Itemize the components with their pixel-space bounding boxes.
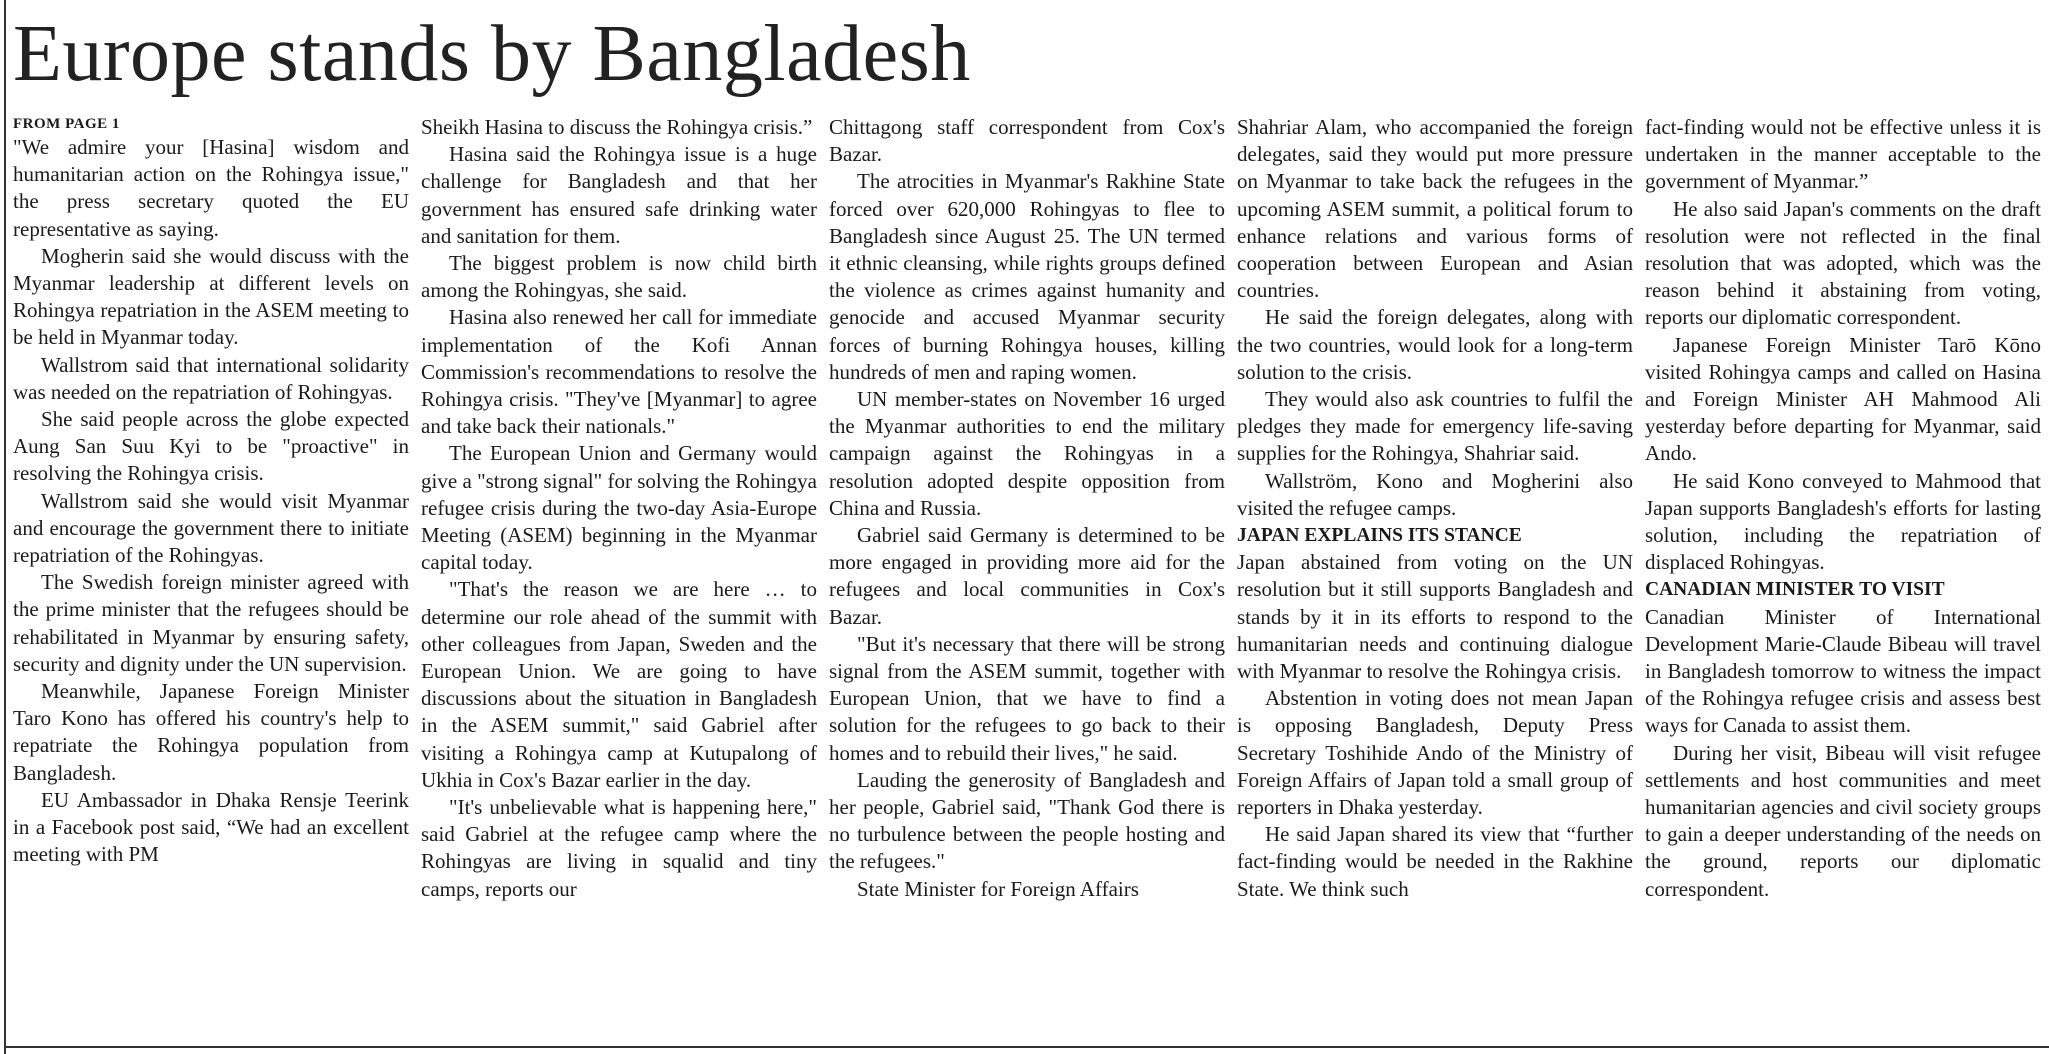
column-5	[1645, 114, 2041, 1044]
article-paragraph: fact-finding would not be effective unless it is undertaken in the manner acceptable to the government of Myanmar.”	[1645, 115, 2041, 194]
article-paragraph: He said Japan shared its view that “further fact-finding would be needed in the Rakhine State. We think such	[1237, 822, 1633, 901]
section-subhead: CANADIAN MINISTER TO VISIT	[1645, 579, 1945, 601]
article-paragraph: The Swedish foreign minister agreed with the prime minister that the refugees should be rehabilitated in Myanmar by ensuring safety, security and dignity under the UN supervision.	[13, 570, 409, 676]
article-paragraph: "It's unbelievable what is happening here," said Gabriel at the refugee camp where the Rohingyas are living in squalid and tiny camps, reports our	[421, 795, 817, 901]
article-paragraph: The European Union and Germany would give a "strong signal" for solving the Rohingya refugee crisis during the two-day Asia-Europe Meeting (ASEM) beginning in the Myanmar capital today.	[421, 441, 817, 575]
kicker-from-page-1: FROM PAGE 1	[13, 116, 120, 132]
column-1	[13, 114, 409, 1044]
article-paragraph: Mogherin said she would discuss with the Myanmar leadership at different levels on Rohingya repatriation in the ASEM meeting to be held in Myanmar today.	[13, 243, 409, 350]
article-paragraph: He also said Japan's comments on the draft resolution were not reflected in the final resolution that was adopted, which was the reason behind it abstaining from voting, reports our diplomatic correspondent.	[1645, 196, 2041, 330]
article-paragraph: "But it's necessary that there will be strong signal from the ASEM summit, together with European Union, that we have to find a solution for the refugees to go back to their homes and to rebuild their lives," he said.	[829, 631, 1225, 765]
article-paragraph: She said people across the globe expected Aung San Suu Kyi to be "proactive" in resolving the Rohingya crisis.	[13, 407, 409, 486]
article-paragraph: Japanese Foreign Minister Tarō Kōno visited Rohingya camps and called on Hasina and Foreign Minister AH Mahmood Ali yesterday before departing for Myanmar, said Ando.	[1645, 332, 2041, 466]
column-4	[1237, 114, 1633, 1044]
article-columns	[13, 114, 2041, 1044]
article-paragraph: The biggest problem is now child birth among the Rohingyas, she said.	[421, 251, 817, 303]
article-paragraph: "That's the reason we are here … to determine our role ahead of the summit with other colleagues from Japan, Sweden and the European Union. We are going to have discussions about the situation in Bangladesh in the ASEM summit," said Gabriel after visiting a Rohingya camp at Kutupalong of Ukhia in Cox's Bazar earlier in the day.	[421, 577, 817, 792]
article-paragraph: Wallstrom said that international solidarity was needed on the repatriation of Rohingyas.	[13, 352, 409, 404]
article-paragraph: The atrocities in Myanmar's Rakhine State forced over 620,000 Rohingyas to flee to Bangladesh since August 25. The UN termed it ethnic cleansing, while rights groups defined the violence as crimes against humanity and genocide and accused Myanmar security forces of burning Rohingya houses, killing hundreds of men and raping women.	[829, 169, 1225, 384]
article-paragraph: He said the foreign delegates, along with the two countries, would look for a long-term solution to the crisis.	[1237, 305, 1633, 384]
article-paragraph: UN member-states on November 16 urged the Myanmar authorities to end the military campaign against the Rohingyas in a resolution adopted despite opposition from China and Russia.	[829, 387, 1225, 520]
article-paragraph: State Minister for Foreign Affairs	[857, 876, 1139, 901]
bottom-rule	[4, 1046, 2049, 1048]
article-paragraph: Hasina also renewed her call for immediate implementation of the Kofi Annan Commission's recommendations to resolve the Rohingya crisis. "They've [Myanmar] to agree and take back their nationals."	[421, 305, 817, 439]
article-paragraph: During her visit, Bibeau will visit refugee settlements and host communities and meet humanitarian agencies and civil society groups to gain a deeper understanding of the needs on the ground, reports our diplomatic correspondent.	[1645, 740, 2041, 901]
article-paragraph: Lauding the generosity of Bangladesh and her people, Gabriel said, "Thank God there is no turbulence between the people hosting and the refugees."	[829, 767, 1225, 874]
headline: Europe stands by Bangladesh	[13, 10, 971, 98]
article-paragraph: EU Ambassador in Dhaka Rensje Teerink in a Facebook post said, “We had an excellent meeting with PM	[13, 787, 409, 867]
column-2	[421, 114, 817, 1044]
article-paragraph: Meanwhile, Japanese Foreign Minister Taro Kono has offered his country's help to repatriate the Rohingya population from Bangladesh.	[13, 679, 409, 785]
article-paragraph: Abstention in voting does not mean Japan is opposing Bangladesh, Deputy Press Secretary Toshihide Ando of the Ministry of Foreign Affairs of Japan told a small group of reporters in Dhaka yesterday.	[1237, 686, 1633, 820]
article-paragraph: Wallstrom said she would visit Myanmar and encourage the government there to initiate repatriation of the Rohingyas.	[13, 488, 409, 568]
article-paragraph: Shahriar Alam, who accompanied the foreign delegates, said they would put more pressure on Myanmar to take back the refugees in the upcoming ASEM summit, a political forum to enhance relations and various forms of cooperation between European and Asian countries.	[1237, 115, 1633, 303]
article-paragraph: Sheikh Hasina to discuss the Rohingya crisis.”	[421, 115, 813, 139]
article-paragraph: Chittagong staff correspondent from Cox's Bazar.	[829, 115, 1225, 167]
left-column-rule	[4, 0, 6, 1054]
section-subhead: JAPAN EXPLAINS ITS STANCE	[1237, 525, 1522, 547]
article-paragraph: Hasina said the Rohingya issue is a huge challenge for Bangladesh and that her government has ensured safe drinking water and sanitation for them.	[421, 142, 817, 248]
article-paragraph: Japan abstained from voting on the UN resolution but it still supports Bangladesh and stands by it in its efforts to respond to the humanitarian needs and continuing dialogue with Myanmar to resolve the Rohingya crisis.	[1237, 550, 1633, 684]
article-paragraph: He said Kono conveyed to Mahmood that Japan supports Bangladesh's efforts for lasting solution, including the repatriation of displaced Rohingyas.	[1645, 468, 2041, 575]
article-paragraph: Gabriel said Germany is determined to be more engaged in providing more aid for the refugees and local communities in Cox's Bazar.	[829, 523, 1225, 629]
article-paragraph: They would also ask countries to fulfil the pledges they made for emergency life-saving supplies for the Rohingya, Shahriar said.	[1237, 387, 1633, 466]
article-paragraph: "We admire your [Hasina] wisdom and humanitarian action on the Rohingya issue," the press secretary quoted the EU representative as saying.	[13, 135, 409, 241]
article-paragraph: Wallström, Kono and Mogherini also visited the refugee camps.	[1237, 468, 1633, 520]
column-3	[829, 114, 1225, 1044]
article-paragraph: Canadian Minister of International Development Marie-Claude Bibeau will travel in Bangladesh tomorrow to witness the impact of the Rohingya refugee crisis and assess best ways for Canada to assist them.	[1645, 604, 2041, 738]
